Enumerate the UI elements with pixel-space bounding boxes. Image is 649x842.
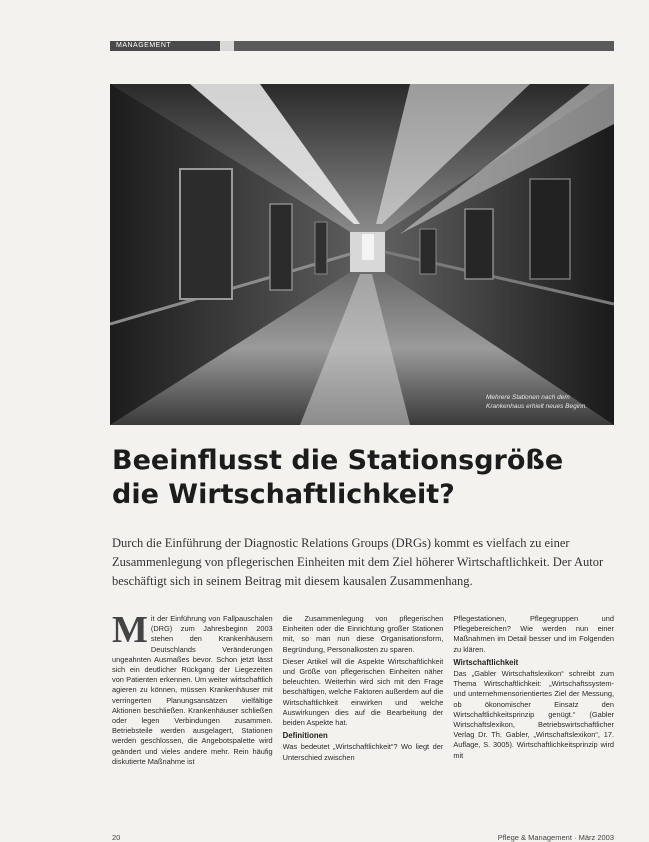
headline-line-2: die Wirtschaftlichkeit? <box>112 479 455 510</box>
headline-line-1: Beeinflusst die Stationsgröße <box>112 445 564 476</box>
body-paragraph: Was bedeutet „Wirtschaftlichkeit“? Wo liegt der Unterschied zwischen <box>282 742 444 762</box>
page-number: 20 <box>112 833 121 842</box>
page-footer <box>112 833 614 842</box>
drop-cap: M <box>112 614 148 651</box>
body-column-1 <box>112 614 273 834</box>
article-headline <box>112 444 612 512</box>
section-label: MANAGEMENT <box>110 41 220 51</box>
hospital-corridor-photo <box>110 84 614 425</box>
body-column-2 <box>283 614 444 834</box>
body-paragraph: Dieser Artikel will die Aspekte Wirtschaftlichkeit und Größe von pflegerischen Einheiten näher beleuchten. Weiterhin wird sich mit den Frage beschäftigen, welche Faktoren außerdem auf die Wirtschaftlichkeit einwirken und welche Auswirkungen dies auf die Bearbeitung der beiden Aspekte hat. <box>282 656 444 728</box>
photo-caption: Mehrere Stationen nach dem Krankenhaus erhielt neues Beginn. <box>486 394 588 410</box>
body-column-3 <box>453 614 614 834</box>
body-paragraph: Pflegestationen, Pflegegruppen und Pflegebereichen? Wie werden nun einer Maßnahmen im Detail besser und im Folgenden zu klären. <box>453 614 615 654</box>
body-paragraph: it der Einführung von Fallpauschalen (DRG) zum Jahresbeginn 2003 stehen den Krankenhäusern Deutschlands Veränderungen ungeahnten Ausmaßes bevor. Schon jetzt lässt sich ein deutlicher Rückgang der Liegezeiten von Patienten erkennen. Um weiter wirtschaftlich agieren zu können, müssen Krankenhäuser mit verringerten Planungsansätzen vielfältige Aktionen beschließen. Krankenhäuser schließen oder legen Verbindungen zusammen. Betriebsteile werden ausgelagert, Stationen werden geschlossen, die Angebotspalette wird geändert und vieles andere mehr. Rein häufig diskutierte Maßnahme ist <box>112 614 273 766</box>
corridor-illustration <box>110 84 614 425</box>
subheading-definitions: Definitionen <box>282 731 328 741</box>
article-lead: Durch die Einführung der Diagnostic Relations Groups (DRGs) kommt es vielfach zu einer Zusammenlegung von pflegerischen Einheiten mit dem Ziel höherer Wirtschaftlichkeit. Der Autor beschäftigt sich in seinem Beitrag mit diesem kausalen Zusammenhang. <box>112 536 604 588</box>
body-paragraph: Das „Gabler Wirtschaftslexikon“ schreibt zum Thema Wirtschaftlichkeit: „Wirtschaftssystem- und unternehmensorientiertes Ziel der Messung, ob ökonomischer Einsatz den Wirtschaftlichkeitsprinzip genügt.“ (Gabler Wirtschaftslexikon, Betriebswirtschaftlicher Verlag Dr. Th. Gabler, „Wirtschaftslexikon“, 17. Auflage, S. 3005). Wirtschaftlichkeitsprinzip wird mit <box>453 669 615 760</box>
article-body <box>112 614 614 834</box>
section-bar-rule <box>234 41 614 51</box>
section-header-bar <box>110 41 614 51</box>
subheading-wirtschaftlichkeit: Wirtschaftlichkeit <box>453 657 519 667</box>
section-bar-gap <box>220 41 234 51</box>
body-paragraph: die Zusammenlegung von pflegerischen Einheiten oder die Einrichtung großer Stationen mit, so man nun diese Organisationsform, Begründung, Personalkosten zu sparen. <box>282 614 444 654</box>
publication-line: Pflege & Management · März 2003 <box>497 833 614 842</box>
